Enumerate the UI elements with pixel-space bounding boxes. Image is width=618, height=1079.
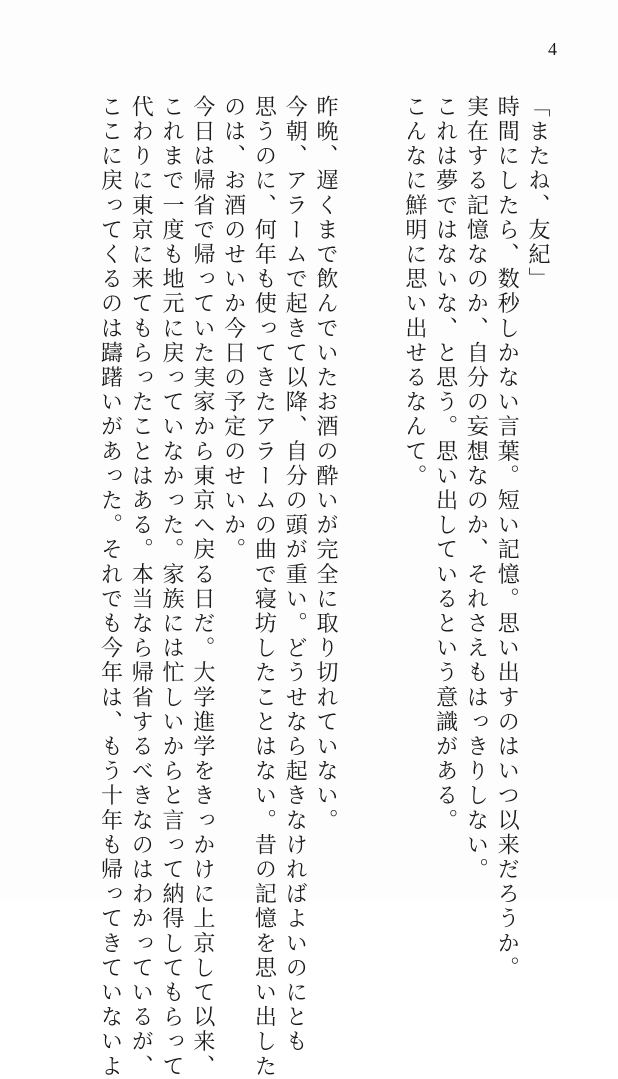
text-line: ここに戻ってくるのは躊躇いがあった。それでも今年は、もう十年も帰ってきていないよ [97, 95, 123, 1079]
vertical-text-block [94, 95, 552, 1079]
text-line: 昨晩、遅くまで飲んでいたお酒の酔いが完全に取り切れていない。 [313, 95, 339, 833]
text-line: 代わりに東京に来てもらったことはある。本当なら帰省するべきなのはわかっているが、 [128, 95, 154, 1079]
paragraph-gap [340, 95, 398, 875]
text-line: 今朝、アラームで起きて以降、自分の頭が重い。どうせなら起きなければよいのにとも [282, 95, 308, 1055]
text-line: 時間にしたら、数秒しかない言葉。短い記憶。思い出すのはいつ以来だろうか。 [494, 95, 520, 981]
text-line: のは、お酒のせいか今日の予定のせいか。 [220, 95, 246, 563]
text-line: 思うのに、何年も使ってきたアラームの曲で寝坊したことはない。昔の記憶を思い出した [251, 95, 277, 1079]
text-line: これは夢ではないな、と思う。思い出しているという意識がある。 [432, 95, 458, 833]
text-line: 「またね、友紀」 [525, 95, 550, 292]
text-line: これまで一度も地元に戻っていなかった。家族には忙しいからと言って納得してもらって [159, 95, 185, 1079]
text-line: 今日は帰省で帰っていた実家から東京へ戻る日だ。大学進学をきっかけに上京して以来、 [189, 95, 215, 1079]
text-line: こんなに鮮明に思い出せるなんて。 [401, 95, 427, 489]
page-number: 4 [548, 39, 557, 59]
text-line: 実在する記憶なのか、自分の妄想なのか、それさえもはっきりしない。 [463, 95, 489, 883]
